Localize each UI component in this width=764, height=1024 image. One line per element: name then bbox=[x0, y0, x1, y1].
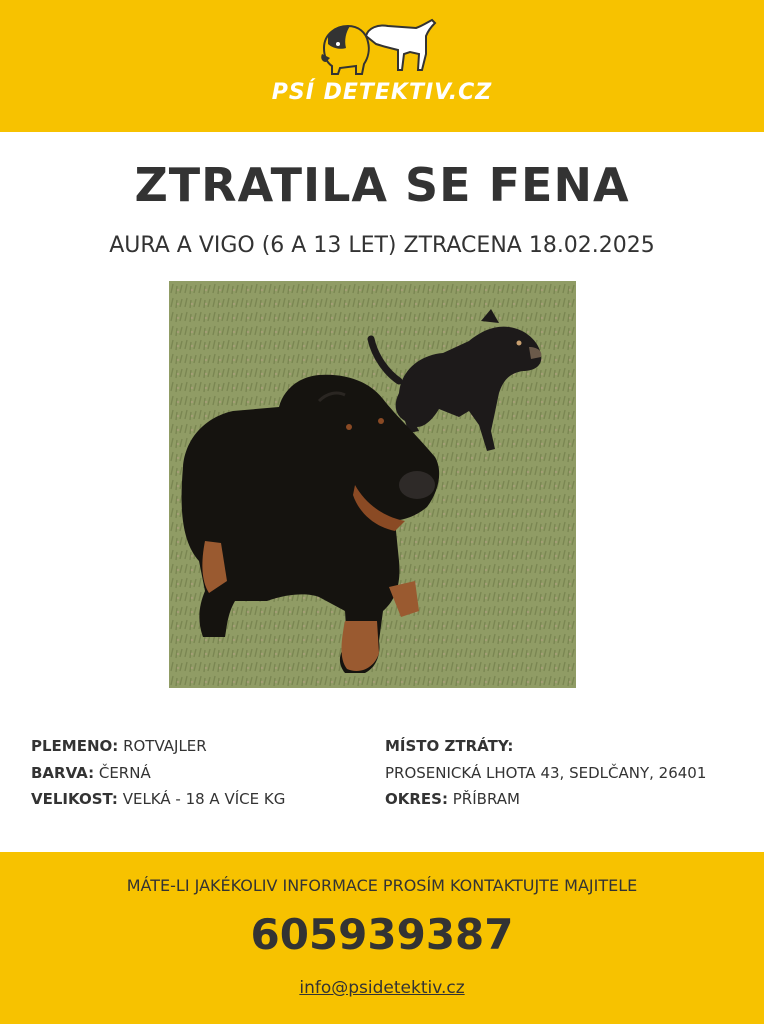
place-label: MÍSTO ZTRÁTY: bbox=[385, 737, 514, 755]
size-value: VELKÁ - 18 A VÍCE KG bbox=[122, 790, 286, 808]
page-title: ZTRATILA SE FENA bbox=[134, 158, 630, 212]
size-row bbox=[31, 786, 285, 813]
district-value: PŘÍBRAM bbox=[452, 790, 520, 808]
color-row bbox=[31, 760, 285, 787]
contact-message: MÁTE-LI JAKÉKOLIV INFORMACE PROSÍM KONTAKTUJTE MAJITELE bbox=[126, 876, 638, 895]
place-value: PROSENICKÁ LHOTA 43, SEDLČANY, 26401 bbox=[385, 763, 707, 782]
details-right bbox=[385, 733, 706, 813]
email-link[interactable]: info@psidetektiv.cz bbox=[299, 978, 465, 998]
district-row bbox=[385, 786, 706, 813]
breed-value: ROTVAJLER bbox=[123, 737, 207, 755]
brand-name: PSÍ DETEKTIV.CZ bbox=[271, 80, 493, 105]
header-banner bbox=[0, 0, 764, 132]
phone-number[interactable]: 605939387 bbox=[250, 910, 514, 959]
size-label: VELIKOST: bbox=[31, 790, 118, 808]
contact-footer bbox=[0, 852, 764, 1024]
breed-row bbox=[31, 733, 285, 760]
color-label: BARVA: bbox=[31, 763, 95, 782]
district-label: OKRES: bbox=[385, 790, 448, 808]
breed-label: PLEMENO: bbox=[31, 737, 119, 755]
two-dogs-logo-icon bbox=[318, 14, 440, 76]
color-value: ČERNÁ bbox=[98, 763, 151, 782]
details-left bbox=[31, 733, 285, 813]
dog-photo bbox=[169, 281, 576, 688]
page-subtitle: AURA A VIGO (6 A 13 LET) ZTRACENA 18.02.2025 bbox=[109, 233, 655, 258]
